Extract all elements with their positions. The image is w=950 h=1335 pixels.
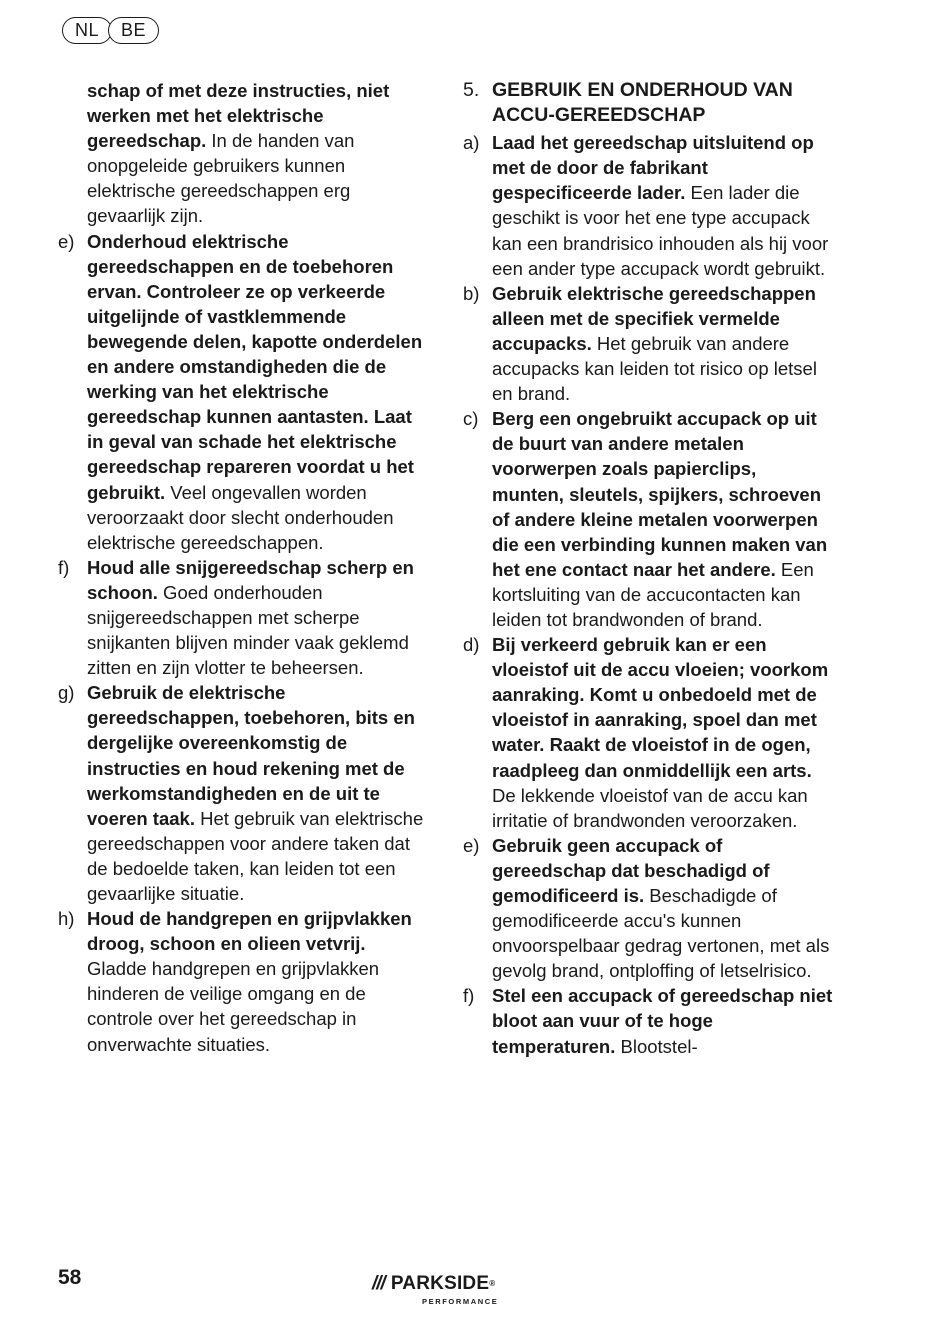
list-item-text: Gladde handgrepen en grijpvlakken hinderen de veilige omgang en de controle over het gereedschap in onverwachte situaties. <box>87 958 380 1055</box>
list-item-bold-text: Gebruik de elektrische gereedschappen, toebehoren, bits en dergelijke overeenkomstig de instructies en houd rekening met de werkomstandigheden en de uit te voeren taak. <box>87 682 415 829</box>
parkside-logo <box>372 1273 499 1306</box>
logo-brand-text: PARKSIDE <box>390 1273 490 1294</box>
section-title: GEBRUIK EN ONDERHOUD VAN ACCU-GEREEDSCHAP <box>492 79 793 127</box>
section-number: 5. <box>463 79 480 101</box>
intro-paragraph <box>58 78 428 229</box>
list-item-text: Veel ongevallen worden veroorzaakt door slecht onderhouden elektrische gereedschappen. <box>87 481 394 553</box>
list-item-bold-text: Stel een accupack of gereedschap niet bloot aan vuur of te hoge temperaturen. <box>492 985 833 1057</box>
list-item-e <box>58 229 428 555</box>
logo-slashes-icon: /// <box>372 1273 385 1294</box>
list-item-letter: b) <box>463 282 480 304</box>
list-item-text: Goed onderhouden snijgereedschappen met scherpe snijkanten blijven minder vaak geklemd zitten en zijn vlotter te beheersen. <box>87 581 409 679</box>
list-item-b <box>463 281 833 406</box>
list-item-bold-text: Laad het gereedschap uitsluitend op met de door de fabrikant gespecificeerde lader. <box>492 132 814 204</box>
list-item-c <box>463 406 833 632</box>
list-item-letter: c) <box>463 408 479 430</box>
list-item-bold-text: Gebruik geen accupack of gereedschap dat beschadigd of gemodificeerd is. <box>492 834 770 906</box>
logo-registered-mark: ® <box>489 1279 496 1288</box>
list-item-letter: e) <box>463 834 480 856</box>
list-item-bold-text: Berg een ongebruikt accupack op uit de buurt van andere metalen voorwerpen zoals papierclips, munten, sleutels, spijkers, schroeven of andere kleine metalen voorwerpen die een verbinding kunnen maken van het ene contact naar het andere. <box>492 408 828 580</box>
page-number: 58 <box>58 1266 82 1289</box>
list-item-text: De lekkende vloeistof van de accu kan irritatie of brandwonden veroorzaken. <box>492 784 808 831</box>
language-badges <box>62 17 159 44</box>
list-item-letter: e) <box>58 230 75 252</box>
section-heading <box>463 78 833 128</box>
list-item-text: Het gebruik van elektrische gereedschappen voor andere taken dat de bedoelde taken, kan leiden tot een gevaarlijke situatie. <box>87 807 424 904</box>
right-column <box>463 78 833 1059</box>
language-badge-be: BE <box>108 17 159 44</box>
list-item-text: Blootstel- <box>615 1035 698 1057</box>
list-item-letter: a) <box>463 132 480 154</box>
list-item-bold-text: Onderhoud elektrische gereedschappen en de toebehoren ervan. Controleer ze op verkeerde uitgelijnde of vastklemmende bewegende delen, kapotte onderdelen en andere omstandigheden die de werking van het elektrische gereedschap kunnen aantasten. Laat in geval van schade het elektrische gereedschap repareren voordat u het gebruikt. <box>87 230 423 503</box>
list-item-g <box>58 680 428 906</box>
list-item-letter: f) <box>58 556 70 578</box>
logo-brand <box>391 1274 495 1294</box>
intro-bold-text: schap of met deze instructies, niet werken met het elektrische gereedschap. <box>87 80 390 152</box>
list-item-bold-text: Gebruik elektrische gereedschappen alleen met de specifiek vermelde accupacks. <box>492 282 816 354</box>
list-item-text: Het gebruik van andere accupacks kan leiden tot risico op letsel en brand. <box>492 332 817 405</box>
list-item-letter: d) <box>463 634 480 656</box>
list-item-text: Een kortsluiting van de accucontacten kan leiden tot brandwonden of brand. <box>492 558 814 630</box>
list-item-text: Een lader die geschikt is voor het ene type accupack kan een brandrisico inhouden als hij voor een ander type accupack wordt gebruikt. <box>492 182 829 279</box>
list-item-letter: g) <box>58 682 75 704</box>
list-item-h <box>58 906 428 1057</box>
list-item-f <box>58 555 428 680</box>
list-item-d <box>463 632 833 833</box>
list-item-letter: h) <box>58 908 75 930</box>
left-column <box>58 78 428 1057</box>
list-item-a <box>463 130 833 281</box>
intro-text: In de handen van onopgeleide gebruikers kunnen elektrische gereedschappen erg gevaarlijk zijn. <box>87 130 355 227</box>
list-item-letter: f) <box>463 985 475 1007</box>
logo-subtitle: PERFORMANCE <box>422 1297 499 1306</box>
language-badge-nl: NL <box>62 17 112 44</box>
list-item-bold-text: Houd alle snijgereedschap scherp en schoon. <box>87 556 414 603</box>
list-item-bold-text: Bij verkeerd gebruik kan er een vloeistof uit de accu vloeien; voorkom aanraking. Komt u onbedoeld met de vloeistof in aanraking, spoel dan met water. Raakt de vloeistof in de ogen, raadpleeg dan onmiddellijk een arts. <box>492 634 829 781</box>
list-item-e <box>463 833 833 984</box>
list-item-f <box>463 983 833 1058</box>
list-item-bold-text: Houd de handgrepen en grijpvlakken droog, schoon en olieen vetvrij. <box>87 908 412 955</box>
list-item-text: Beschadigde of gemodificeerde accu's kunnen onvoorspelbaar gedrag vertonen, met als gevolg brand, ontploffing of letselrisico. <box>492 885 830 982</box>
